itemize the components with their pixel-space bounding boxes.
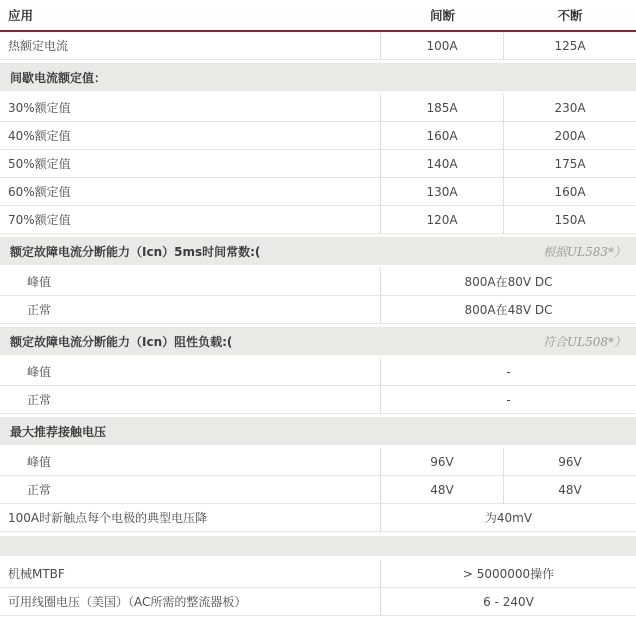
table-row-thermal-rating xyxy=(0,32,636,60)
section-header-icn-5ms xyxy=(0,237,636,265)
section-title: 间歇电流额定值： xyxy=(10,70,107,85)
row-label: 可用线圈电压（美国）（AC所需的整流器板） xyxy=(0,588,381,615)
row-label: 30%额定值 xyxy=(0,94,381,121)
section-title: 最大推荐接触电压 xyxy=(10,424,107,439)
row-value-span: > 5000000操作 xyxy=(462,567,555,581)
row-value-intermittent: 100A xyxy=(381,32,504,59)
section-header-icn-resistive xyxy=(0,327,636,355)
table-row-icnres-normal xyxy=(0,386,636,414)
table-header-row xyxy=(0,0,636,32)
table-row-icn5ms-peak xyxy=(0,268,636,296)
row-label: 正常 xyxy=(0,476,381,503)
row-value-continuous: 200A xyxy=(554,128,586,143)
section-note-ul508: 符合UL508*） xyxy=(543,334,626,349)
row-label: 100A时新触点每个电极的典型电压降 xyxy=(0,504,381,531)
row-value-intermittent: 130A xyxy=(381,178,504,205)
column-header-intermittent: 间断 xyxy=(429,8,455,23)
row-value-span: 800A在48V DC xyxy=(464,303,553,317)
row-label: 60%额定值 xyxy=(0,178,381,205)
section-header-max-contact-voltage xyxy=(0,417,636,445)
section-divider-empty xyxy=(0,536,636,556)
row-value-continuous: 160A xyxy=(554,184,586,199)
row-value-continuous: 125A xyxy=(554,38,586,53)
row-value-continuous: 48V xyxy=(558,482,582,497)
row-label: 70%额定值 xyxy=(0,206,381,233)
table-row-icn5ms-normal xyxy=(0,296,636,324)
row-value-intermittent: 120A xyxy=(381,206,504,233)
row-label: 峰值 xyxy=(0,448,381,475)
row-value-span: - xyxy=(506,392,511,407)
table-row-coil-voltage xyxy=(0,588,636,616)
section-note-ul583: 根据UL583*） xyxy=(543,244,626,259)
table-row-voltage-peak xyxy=(0,448,636,476)
table-row-icnres-peak xyxy=(0,358,636,386)
row-value-continuous: 96V xyxy=(558,454,582,469)
row-value-continuous: 230A xyxy=(554,100,586,115)
table-row-mechanical-mtbf xyxy=(0,560,636,588)
row-label: 机械MTBF xyxy=(0,560,381,587)
table-row-40pct xyxy=(0,122,636,150)
row-label: 40%额定值 xyxy=(0,122,381,149)
row-value-continuous: 175A xyxy=(554,156,586,171)
row-value-continuous: 150A xyxy=(554,212,586,227)
row-label: 峰值 xyxy=(0,358,381,385)
row-value-intermittent: 48V xyxy=(381,476,504,503)
row-value-intermittent: 140A xyxy=(381,150,504,177)
row-label: 峰值 xyxy=(0,268,381,295)
table-row-70pct xyxy=(0,206,636,234)
row-label: 热额定电流 xyxy=(0,32,381,59)
section-title: 额定故障电流分断能力（Icn）5ms时间常数:( xyxy=(10,244,261,259)
row-value-span: 6 - 240V xyxy=(483,594,534,609)
row-value-span: - xyxy=(506,364,511,379)
column-header-continuous: 不断 xyxy=(557,8,583,23)
section-title: 额定故障电流分断能力（Icn）阻性负载:( xyxy=(10,334,233,349)
table-row-voltage-normal xyxy=(0,476,636,504)
row-label: 50%额定值 xyxy=(0,150,381,177)
table-row-30pct xyxy=(0,94,636,122)
row-value-intermittent: 96V xyxy=(381,448,504,475)
row-value-span: 800A在80V DC xyxy=(464,275,553,289)
table-row-60pct xyxy=(0,178,636,206)
table-row-voltage-drop xyxy=(0,504,636,532)
row-label: 正常 xyxy=(0,296,381,323)
row-value-intermittent: 160A xyxy=(381,122,504,149)
row-value-intermittent: 185A xyxy=(381,94,504,121)
section-header-intermittent-ratings xyxy=(0,63,636,91)
column-header-application: 应用 xyxy=(8,8,34,23)
row-value-span: 为40mV xyxy=(484,511,533,525)
table-row-50pct xyxy=(0,150,636,178)
row-label: 正常 xyxy=(0,386,381,413)
